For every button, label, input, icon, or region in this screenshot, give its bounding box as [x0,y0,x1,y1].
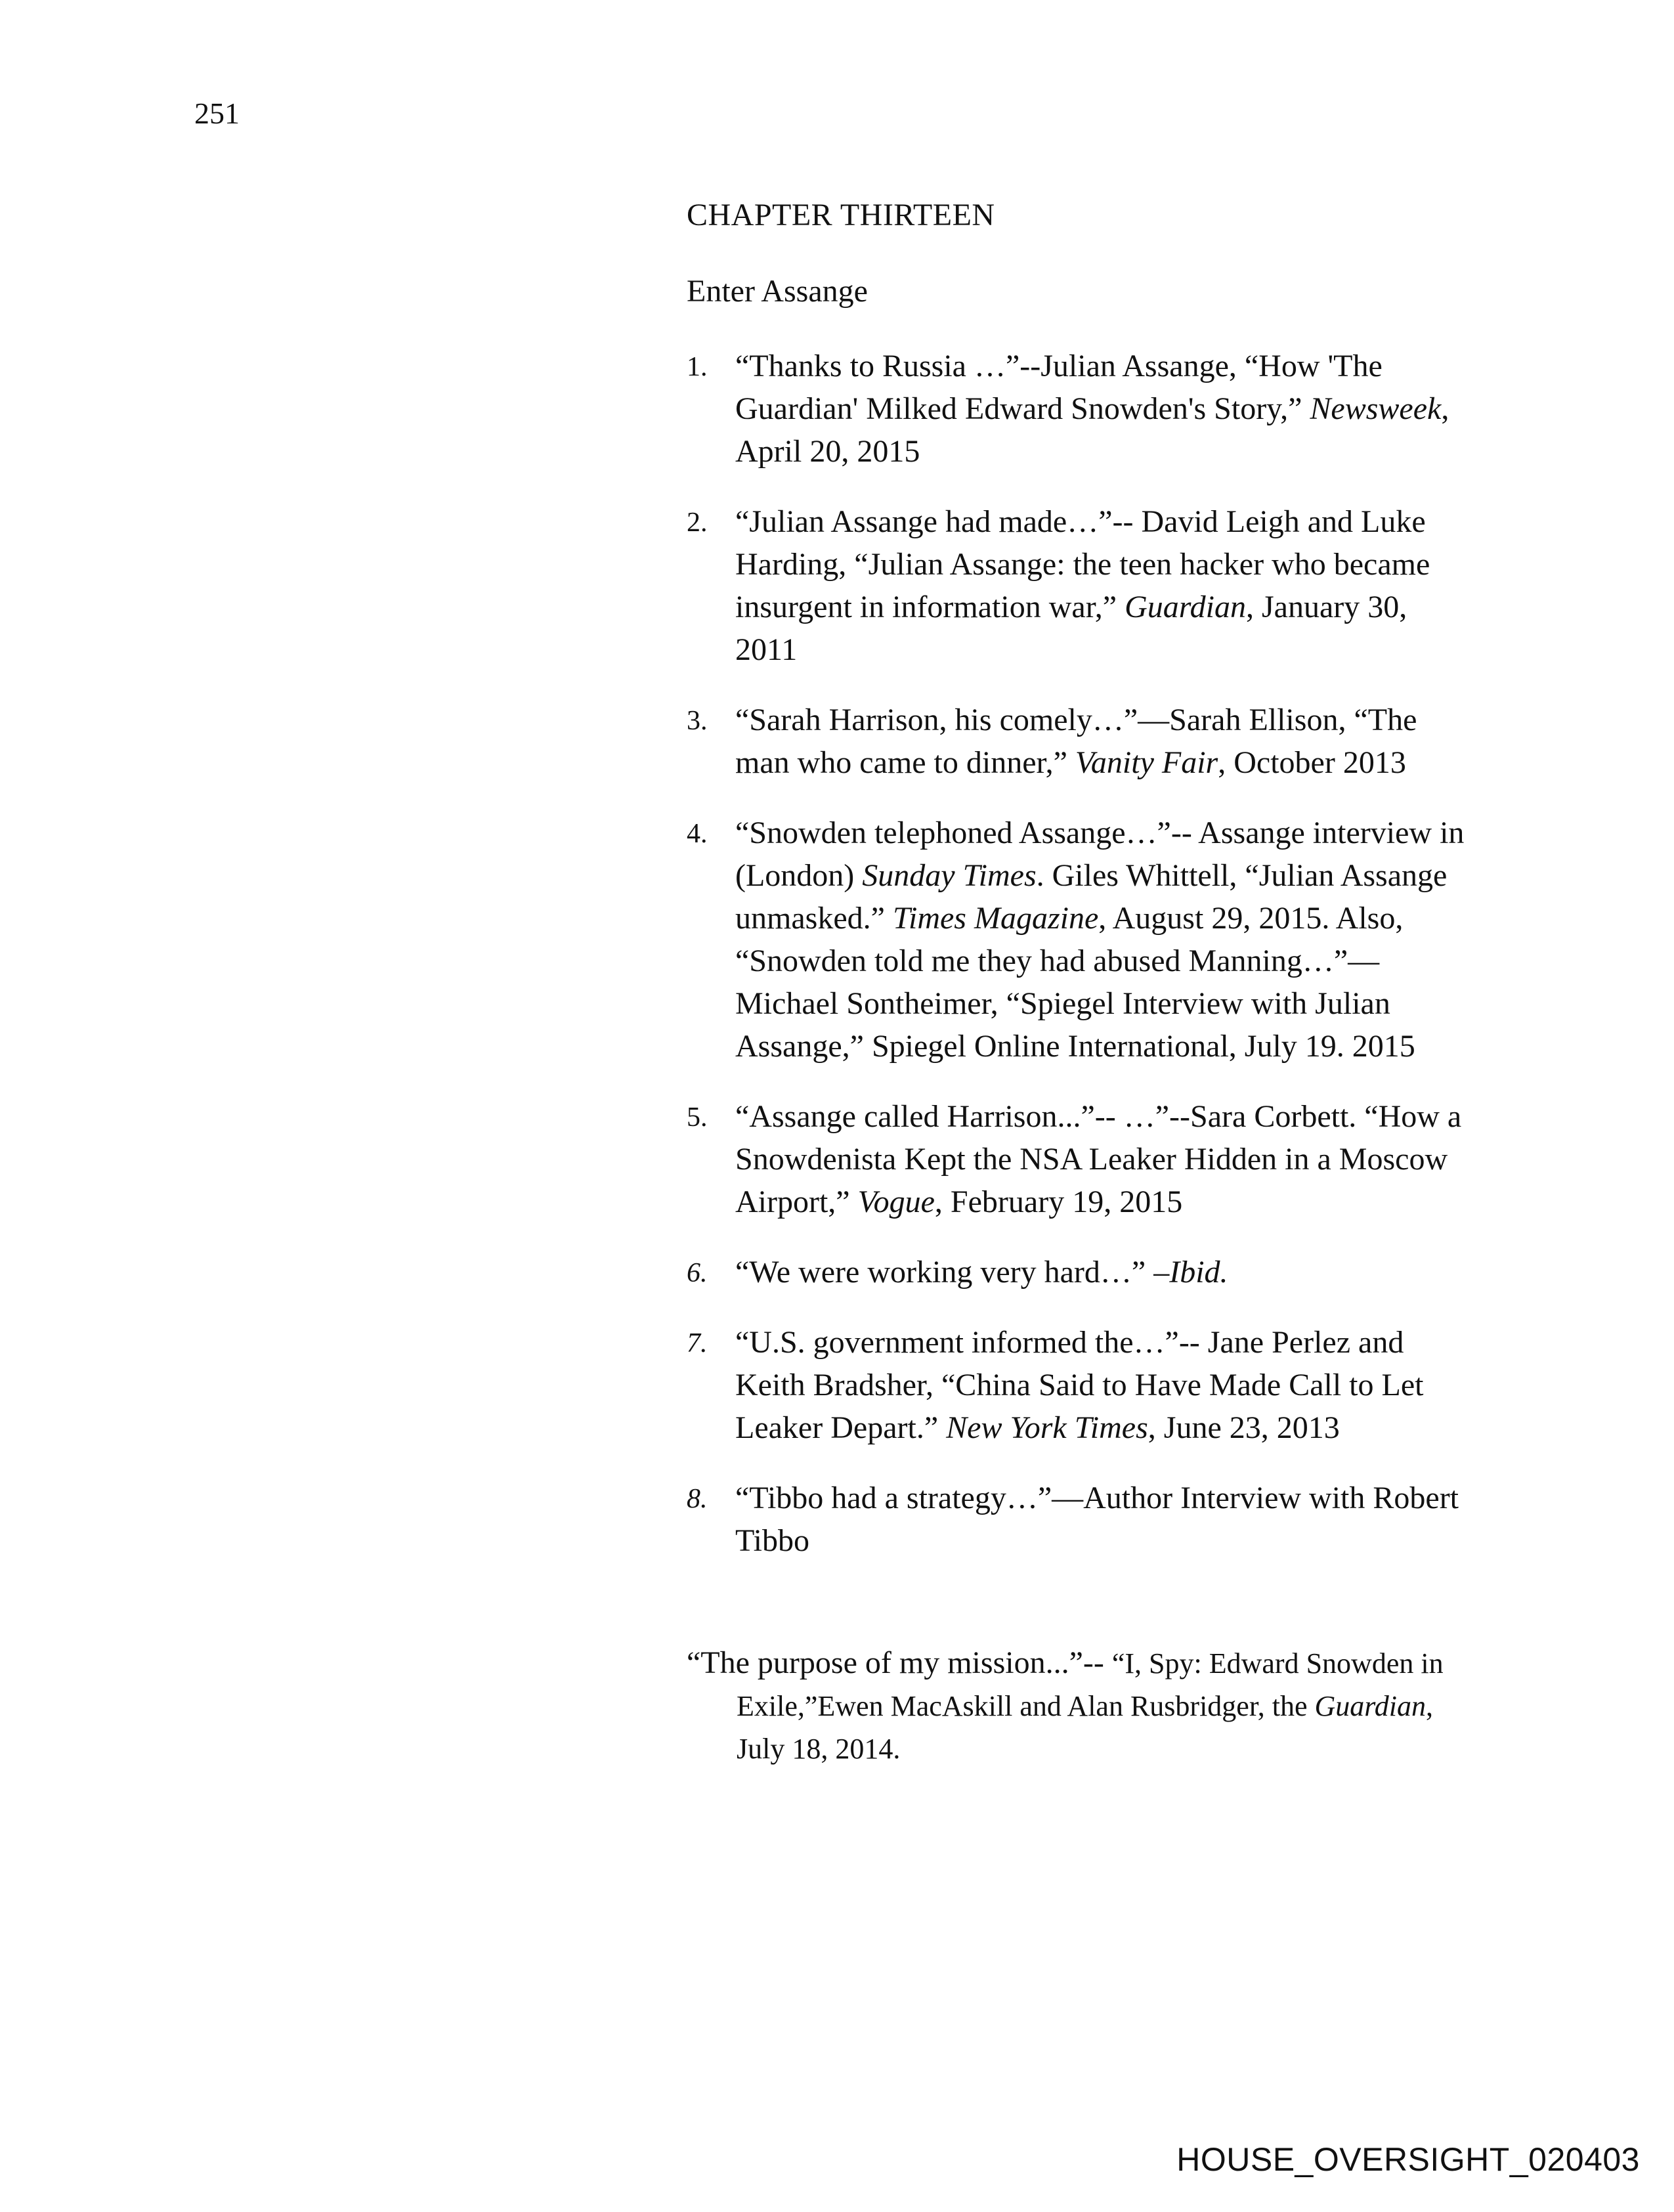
publication-title: Sunday Times [862,858,1037,893]
endnote-text: Exile,”Ewen MacAskill and Alan Rusbridger, the [737,1690,1315,1722]
endnote-text: , [1425,1690,1433,1722]
endnote-8 [687,1477,1474,1562]
endnote-text: “Sarah Harrison, his comely…”—Sarah Ellison, “The man who came to dinner,” [735,703,1417,780]
endnote-number: 6. [687,1258,708,1288]
endnote-text: “Thanks to Russia …”--Julian Assange, “How 'The Guardian' Milked Edward Snowden's Story,” [735,349,1383,426]
endnote-number: 5. [687,1102,708,1133]
endnote-text: “I, Spy: Edward Snowden in [1111,1647,1444,1680]
endnote-text: , August 29, 2015. Also, “Snowden told me they had abused Manning…”— Michael Sontheimer, “Spiegel Interview with Julian Assange,” Spiegel Online International, July 19. 2015 [735,901,1415,1064]
publication-title: Guardian [1125,590,1246,624]
endnote-2 [687,500,1474,671]
endnote-number: 8. [687,1484,708,1514]
unnumbered-endnote-date: July 18, 2014. [737,1733,901,1765]
unnumbered-endnote-continuation [687,1685,1468,1727]
endnote-6 [687,1251,1474,1293]
endnote-7 [687,1321,1474,1449]
endnote-text: “Assange called Harrison...”-- …”--Sara Corbett. “How a Snowdenista Kept the NSA Leaker Hidden in a Moscow Airport,” [735,1099,1462,1219]
endnote-text: “Snowden telephoned Assange…”-- Assange interview in (London) [735,815,1465,893]
endnote-number: 3. [687,706,708,736]
endnote-3 [687,699,1474,784]
endnote-number: 1. [687,352,708,382]
endnote-4 [687,812,1474,1068]
endnote-text: , January 30, 2011 [735,590,1407,667]
page-number: 251 [194,97,240,130]
endnote-number: 4. [687,819,708,849]
unnumbered-endnote [687,1641,1468,1770]
unnumbered-endnote-first-line [687,1641,1468,1685]
endnote-number: 2. [687,508,708,538]
endnote-text: “U.S. government informed the…”-- Jane Perlez and Keith Bradsher, “China Said to Have Made Call to Let Leaker Depart.” [735,1325,1424,1445]
endnote-number: 7. [687,1328,708,1358]
endnote-text: , October 2013 [1218,745,1406,780]
ibid-reference: –Ibid. [1153,1255,1228,1290]
endnote-text: “Tibbo had a strategy…”—Author Interview with Robert Tibbo [735,1481,1459,1558]
endnote-text: . Giles Whittell, “Julian Assange unmasked.” [735,858,1448,936]
chapter-subtitle: Enter Assange [687,274,868,309]
endnote-text: “We were working very hard…” [735,1255,1154,1290]
publication-title: New York Times [946,1410,1148,1445]
endnote-text: , June 23, 2013 [1148,1410,1340,1445]
publication-title: Vogue [857,1184,935,1219]
endnote-text: , February 19, 2015 [934,1184,1183,1219]
chapter-title: CHAPTER THIRTEEN [687,198,995,232]
endnote-text: “Julian Assange had made…”-- David Leigh and Luke Harding, “Julian Assange: the teen hacker who became insurgent in information war,” [735,504,1430,624]
publication-title: Guardian [1314,1690,1426,1722]
publication-title: Newsweek [1310,391,1442,426]
endnotes-list [687,345,1474,1590]
bates-stamp: HOUSE_OVERSIGHT_020403 [1176,2141,1640,2178]
publication-title: Times Magazine [892,901,1099,936]
endnote-1 [687,345,1474,473]
endnote-text: “The purpose of my mission...”-- [687,1645,1112,1680]
endnote-text: , April 20, 2015 [735,391,1449,469]
endnote-5 [687,1095,1474,1223]
publication-title: Vanity Fair [1075,745,1218,780]
